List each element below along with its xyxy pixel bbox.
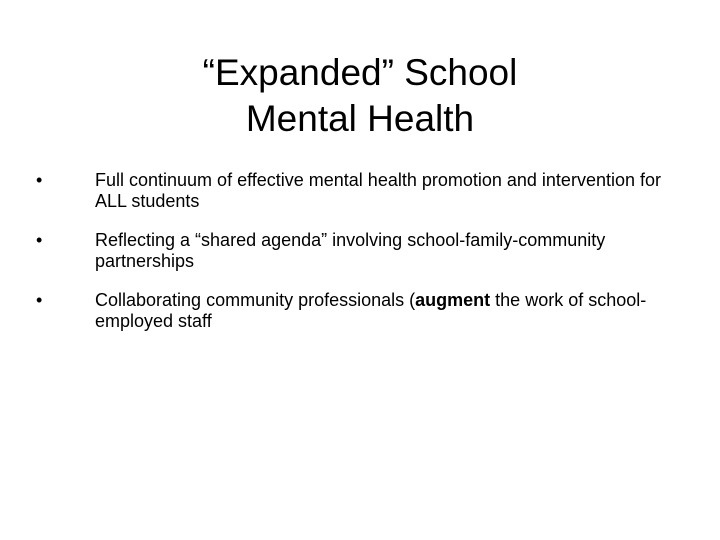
bullet-item — [36, 230, 696, 272]
bullet-text — [95, 290, 696, 332]
bullet-icon: • — [36, 230, 43, 250]
bullet-text-emphasis: augment — [415, 290, 491, 310]
bullet-icon: • — [36, 170, 43, 190]
slide-title — [60, 50, 660, 142]
bullet-text-end: the work of school-employed staff — [95, 290, 647, 331]
bullet-item — [36, 290, 696, 332]
bullet-text: Full continuum of effective mental health promotion and intervention for ALL students — [95, 170, 661, 211]
bullet-icon: • — [36, 290, 43, 310]
title-line-1: “Expanded” School — [202, 52, 518, 93]
bullet-text: Reflecting a “shared agenda” involving school-family-community partnerships — [95, 230, 606, 271]
bullet-list — [36, 170, 696, 350]
bullet-item — [36, 170, 696, 212]
bullet-text-start: Collaborating community professionals ( — [95, 290, 416, 310]
title-line-2: Mental Health — [245, 98, 475, 139]
